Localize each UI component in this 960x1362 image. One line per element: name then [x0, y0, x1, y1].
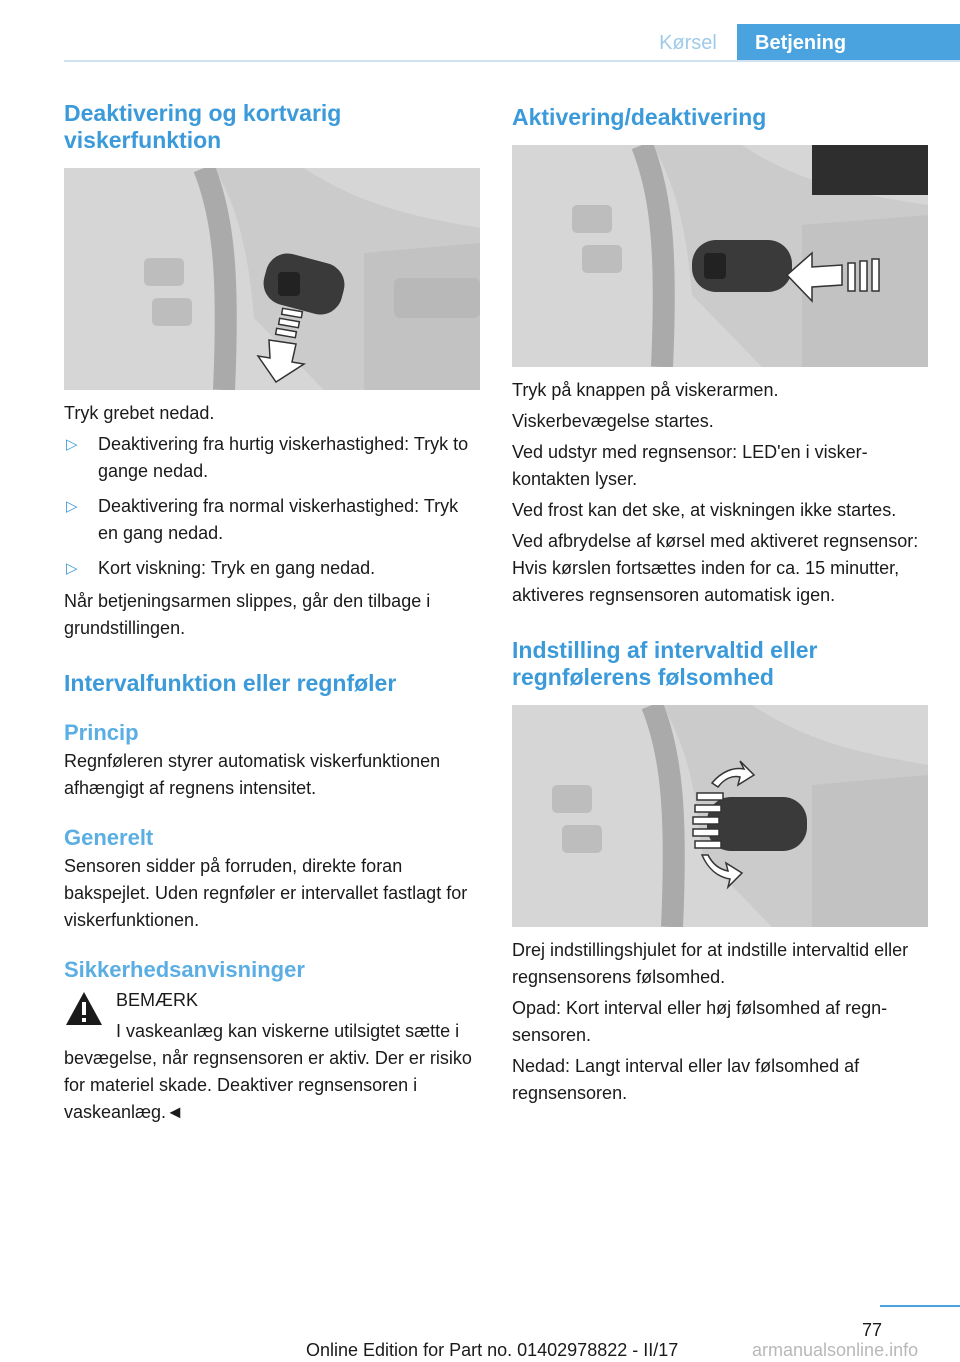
watermark-text: armanualsonline.info	[752, 1340, 919, 1360]
triangle-right-icon: ▷	[66, 560, 78, 577]
text-viskerbevaegelse: Viskerbevægelse startes.	[512, 411, 714, 431]
heading-aktivering: Aktivering/deaktivering	[512, 104, 767, 130]
wiper-wheel-illustration	[512, 705, 928, 927]
text-nedad: Nedad: Langt interval eller lav følsomhed af regnsensoren.	[512, 1056, 860, 1103]
text-princip: Regnføleren styrer automatisk viskerfunktionen afhængigt af regnens intensitet.	[64, 751, 441, 798]
footer-divider	[880, 1305, 960, 1307]
deaktivering-list	[64, 431, 480, 582]
figure-wiper-wheel	[512, 705, 928, 927]
triangle-right-icon: ▷	[66, 498, 78, 515]
list-item: ▷ Kort viskning: Tryk en gang nedad.	[64, 555, 480, 582]
figure-wiper-button	[512, 145, 928, 367]
text-tryk-knappen: Tryk på knappen på viskerarmen.	[512, 380, 779, 400]
tab-korsel[interactable]: Kørsel	[659, 32, 717, 54]
heading-generelt: Generelt	[64, 825, 154, 850]
warning-triangle-icon	[64, 989, 104, 1029]
text-drej-hjulet: Drej indstillingshjulet for at indstille intervaltid eller regnsensorens følsomhed.	[512, 940, 909, 987]
list-item: ▷ Deaktivering fra normal viskerhastighed: Tryk en gang nedad.	[64, 493, 480, 547]
wiper-button-illustration	[512, 145, 928, 367]
header-divider	[64, 60, 960, 62]
triangle-right-icon: ▷	[66, 436, 78, 453]
right-column	[512, 100, 928, 1107]
heading-sikkerhed: Sikkerhedsanvisninger	[64, 957, 305, 982]
list-item: ▷ Deaktivering fra hurtig viskerhastighed: Tryk to gange nedad.	[64, 431, 480, 485]
warning-text: I vaskeanlæg kan viskerne utilsigtet sætte i bevægelse, når regnsensoren er aktiv. Der er risiko for materiel skade. Deaktiver regnsensoren i vaskeanlæg.◄	[64, 1021, 472, 1122]
left-column	[64, 100, 480, 1126]
page-number: 77	[862, 1320, 883, 1340]
heading-princip: Princip	[64, 720, 139, 745]
warning-title: BEMÆRK	[116, 990, 199, 1010]
text-afbrydelse: Ved afbrydelse af kørsel med aktiveret regnsensor: Hvis kørslen fortsættes inden for ca. 15 minutter, aktiveres regnsensoren automatisk igen.	[512, 531, 919, 605]
text-frost: Ved frost kan det ske, at viskningen ikke startes.	[512, 500, 897, 520]
warning-block	[64, 987, 480, 1014]
text-generelt: Sensoren sidder på forruden, direkte foran bakspejlet. Uden regnføler er intervallet fastlagt for viskerfunktionen.	[64, 856, 468, 930]
heading-intervalfunktion: Intervalfunktion eller regnføler	[64, 670, 397, 696]
text-tryk-grebet: Tryk grebet nedad.	[64, 403, 215, 423]
text-naar-betjeningsarmen: Når betjeningsarmen slippes, går den tilbage i grundstillingen.	[64, 591, 431, 638]
heading-indstilling: Indstilling af intervaltid eller regnfølerens følsomhed	[512, 637, 818, 690]
figure-wiper-lever-down	[64, 168, 480, 390]
text-regnsensor-led: Ved udstyr med regnsensor: LED'en i viskerkontakten lyser.	[512, 442, 868, 489]
edition-text: Online Edition for Part no. 01402978822 - II/17	[306, 1340, 679, 1360]
heading-deaktivering: Deaktivering og kortvarig viskerfunktion	[64, 100, 342, 153]
wiper-lever-down-illustration	[64, 168, 480, 390]
text-opad: Opad: Kort interval eller høj følsomhed af regnsensoren.	[512, 998, 888, 1045]
tab-betjening[interactable]: Betjening	[737, 24, 960, 62]
